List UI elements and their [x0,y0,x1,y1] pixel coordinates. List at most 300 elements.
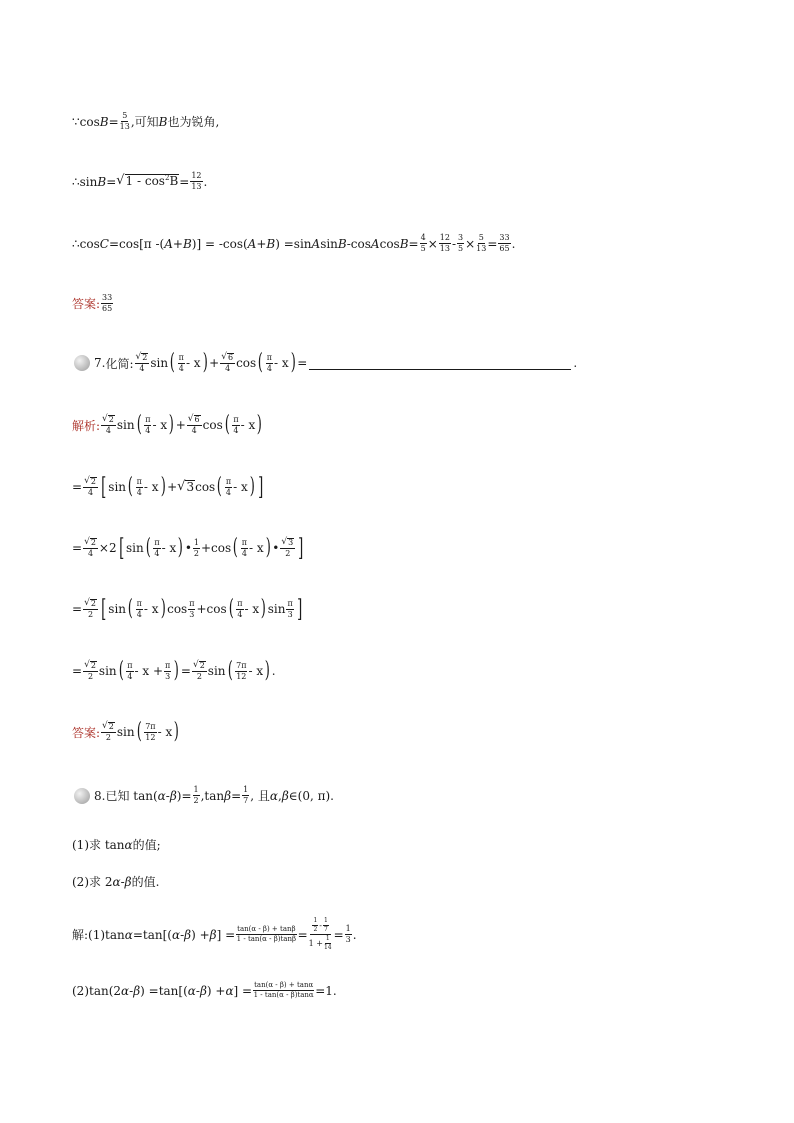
denominator: 4 [139,364,145,374]
text: sin [116,725,135,739]
paren: ) [290,350,296,375]
var: B [337,236,347,251]
numerator: 12 [439,233,450,242]
paren: ( [127,474,133,499]
question-7 [74,352,577,374]
solution-1 [72,918,357,951]
sqrt [102,415,115,425]
text: cos [206,602,227,616]
text: - [120,874,125,889]
bracket: ] [296,595,303,623]
text: (2)tan(2 [72,983,122,998]
fraction [190,172,202,191]
numerator [220,353,235,365]
text: - x [274,356,289,370]
numerator: 1 [325,935,330,942]
numerator: π [145,414,151,424]
fraction [235,662,247,681]
analysis-line-1 [72,414,264,436]
text: × [427,236,438,251]
paren: ) [260,596,267,621]
numerator [192,661,207,673]
paren: ( [136,719,142,744]
numerator: π [154,537,160,547]
paren: ) [160,596,166,621]
denominator [309,935,333,951]
numerator: π [287,598,293,608]
numerator [310,918,330,935]
numerator: π [136,598,142,608]
text: ) + [191,927,210,942]
denominator: 4 [105,426,112,436]
var: β [184,927,192,942]
text: - [129,983,134,998]
text: , 且 [250,789,270,803]
radicand: 6 [227,352,234,362]
denominator: 13 [439,244,450,253]
text: - [165,788,170,803]
numerator [101,722,116,734]
fraction [136,600,143,619]
var: β [209,927,217,942]
numerator: tan(α - β) + tanα [254,981,314,989]
fraction [135,353,150,374]
numerator: 1 [323,917,328,924]
text: (1)求 tan [72,838,125,852]
fraction [188,600,195,619]
fraction [101,294,113,313]
var: β [281,788,289,803]
text: cos [167,602,188,616]
line-cos-b [72,112,219,131]
fraction [193,539,200,558]
denominator: 4 [191,426,197,436]
fraction [324,936,332,951]
text: sin [108,480,127,494]
paren: ) [168,412,174,437]
denominator: 4 [178,363,184,373]
fraction [83,599,98,620]
text: = [180,664,191,678]
paren: ( [257,350,264,375]
numerator: 1 [193,785,199,794]
text: 的值; [132,838,161,852]
sqrt [221,353,234,363]
paren: ( [228,596,234,621]
fraction [236,926,296,943]
fraction [242,786,249,805]
text: - [319,920,322,930]
text: ∈(0, π). [288,788,334,803]
denominator: 2 [193,548,199,558]
fraction [498,234,510,253]
numerator: 1 [243,785,249,794]
exponent: 2 [164,174,170,183]
fraction [476,234,486,253]
text: = [408,236,419,251]
question-number: 8. [94,788,106,803]
denominator: 14 [323,944,332,951]
var: α [171,927,181,942]
denominator: 2 [285,549,291,559]
text: 已知 tan( [105,789,158,803]
radical-sign: √ [192,659,199,670]
step-4 [72,660,276,682]
radical-sign: √ [221,351,227,362]
text: • [272,541,280,555]
question-bullet-icon [74,788,90,804]
text: = [72,602,83,616]
paren: ) [265,535,271,560]
var: A [370,236,380,251]
var: B [266,236,276,251]
line-cos-c [72,234,515,253]
step-2 [72,536,306,560]
text: cos [202,418,223,432]
var: α [112,874,121,889]
text: + [200,541,212,555]
bracket: [ [118,534,124,562]
numerator: π [189,598,195,608]
text: cos [236,356,257,370]
paren: ( [169,350,175,375]
text: ,可知 [130,115,159,129]
paren: ) [249,474,255,499]
denominator: 7 [243,796,249,805]
text: + [172,236,183,251]
fraction [187,415,202,436]
fraction [236,600,243,619]
denominator: 7 [323,926,328,933]
paren: ) [264,658,270,683]
text: sin [108,602,127,616]
denominator: 2 [87,610,94,620]
fraction [232,416,239,435]
text: ,tan [200,788,225,803]
numerator: 33 [102,293,113,302]
text: . [352,927,357,942]
text: = [108,114,119,129]
text: = [72,664,83,678]
text: ] = [216,927,236,942]
solution-2 [72,982,337,999]
text: =1. [315,983,337,998]
var: β [133,983,141,998]
radicand: 2 [199,660,205,670]
text: - x [248,664,264,678]
numerator: tan(α - β) + tanβ [237,925,296,933]
text: )] = -cos( [191,236,248,251]
fraction [457,234,464,253]
radical-sign: √ [135,351,142,362]
answer-2 [72,721,181,743]
denominator: 12 [145,732,156,742]
denominator: 4 [145,425,151,435]
text: - [180,927,185,942]
text: sin [207,664,226,678]
denominator: 13 [476,244,487,253]
paren: ) [173,719,180,744]
paren: ( [127,596,133,621]
text: 1 + [308,938,323,948]
fraction [266,354,273,373]
step-3 [72,597,304,621]
sqrt [84,661,97,671]
question-bullet-icon [74,355,90,371]
text: ×2 [98,541,117,555]
text: sin [320,236,338,251]
fraction [164,662,171,681]
text: cos [195,480,216,494]
denominator: 3 [287,609,293,619]
text: 解:(1)tan [72,928,125,942]
radicand [125,174,180,188]
text: ) =tan[( [140,983,188,998]
denominator: 2 [193,796,199,805]
denominator: 4 [136,609,142,619]
text: + [256,236,267,251]
paren: ) [160,474,166,499]
part-2 [72,873,159,890]
denominator: 4 [136,487,142,497]
text: - [195,983,200,998]
fraction [83,661,98,682]
numerator: π [237,598,243,608]
question-number: 7. [94,356,106,370]
var: α [187,983,196,998]
denominator: 65 [102,304,113,313]
fraction [312,918,318,933]
fraction [241,539,248,558]
text: ) =sin [275,236,312,251]
radical-sign: √ [177,478,186,494]
fraction [420,234,427,253]
text: × [465,236,476,251]
text: . [271,664,276,678]
numerator: 33 [499,233,510,242]
text: - x [185,356,201,370]
fraction [120,112,130,131]
text: sin [150,356,169,370]
radical-sign: √ [281,536,288,547]
numerator [83,661,98,673]
var: C [99,236,109,251]
paren: ( [227,658,233,683]
text: - x [157,725,173,739]
denominator: 2 [196,672,202,682]
fraction [309,918,333,951]
fraction [153,539,160,558]
fraction [136,478,143,497]
text: cos [211,541,232,555]
paren: ) [177,535,184,560]
var: β [224,788,232,803]
radical-sign: √ [84,475,90,486]
denominator: 4 [241,548,247,558]
text: - x [244,602,260,616]
sqrt [177,480,195,494]
text: 的值. [131,875,160,889]
denominator: 4 [237,609,243,619]
radical-sign: √ [84,536,90,547]
fraction [178,354,185,373]
radicand: 2 [90,660,96,670]
denominator: 4 [225,364,231,374]
answer-1 [72,294,114,313]
denominator: 2 [87,672,94,682]
numerator: 1 [313,917,318,924]
fraction [323,918,329,933]
var: α [121,983,130,998]
fraction [225,478,232,497]
numerator: π [241,537,248,547]
text: ) [176,788,182,803]
line-sin-b [72,172,207,191]
numerator: 3 [458,233,464,242]
text: = [72,541,83,555]
text: - x [143,480,159,494]
text: + [175,418,186,432]
text: + [209,356,220,370]
fraction [193,786,200,805]
var: B [399,236,409,251]
paren: ( [216,474,223,499]
numerator: 5 [122,111,128,120]
radicand: 2 [108,721,114,731]
numerator: 7π [236,660,247,670]
radical-sign: √ [187,413,194,424]
var: A [311,236,321,251]
fraction [144,723,156,742]
step-1 [72,475,266,499]
text: ∵cos [72,114,100,129]
text: =cos[π -( [108,236,165,251]
sqrt [281,538,294,548]
var: α [269,788,278,803]
bracket: ] [298,534,304,562]
answer-blank[interactable] [309,368,571,370]
text: + [167,480,178,494]
radicand: 3 [186,479,195,494]
bracket: ] [258,473,264,501]
sqrt [84,538,97,548]
text: . [573,356,578,370]
denominator: 1 - tan(α - β)tanβ [236,935,297,943]
numerator: 12 [191,171,202,180]
denominator: 13 [191,182,202,191]
text: = [297,927,308,942]
fraction [101,415,116,436]
denominator: 4 [87,488,94,498]
denominator: 13 [119,122,130,131]
numerator [83,599,98,611]
denominator: 12 [236,671,247,681]
text: = [487,236,498,251]
numerator [83,477,98,489]
text: ∴sin [72,174,98,189]
numerator: π [225,476,232,486]
text: sin [267,602,286,616]
var: β [169,788,177,803]
text: - x + [134,664,164,678]
text: B [169,174,179,189]
numerator [280,538,295,550]
text: sin [125,541,144,555]
paren: ( [118,658,124,683]
radicand: 6 [194,414,200,424]
text: - x [233,480,248,494]
denominator: 5 [458,244,464,253]
fraction [253,982,314,999]
numerator: π [178,352,184,362]
text: =tan[( [132,927,172,942]
fraction [126,662,133,681]
radical-sign: √ [102,413,108,424]
text: • [184,541,192,555]
radical-sign: √ [84,597,90,608]
numerator: 4 [420,233,426,242]
numerator [187,415,202,427]
paren: ( [232,535,239,560]
numerator [135,353,150,365]
paren: ( [224,412,230,437]
radical-sign: √ [84,659,90,670]
sqrt [116,174,179,188]
var: B [182,236,192,251]
numerator: π [266,352,273,362]
text: (2)求 2 [72,875,113,889]
text: sin [116,418,135,432]
numerator: 1 [193,537,199,547]
var: α [157,788,166,803]
paren: ( [136,412,142,437]
numerator: π [233,414,239,424]
var: B [158,114,168,129]
var: β [124,874,132,889]
denominator: 3 [189,609,195,619]
sqrt [193,661,206,671]
paren: ( [145,535,151,560]
part-1 [72,836,161,853]
text: = [106,174,117,189]
var: A [247,236,257,251]
analysis-label: 解析: [72,418,101,433]
sqrt [136,353,149,363]
var: A [164,236,173,251]
radical-sign: √ [116,173,125,189]
var: B [97,174,107,189]
denominator: 2 [313,926,318,933]
text: . [511,236,516,251]
bracket: [ [101,473,107,501]
text: . [203,174,208,189]
paren: ) [256,412,263,437]
denominator: 4 [266,363,272,373]
radicand: 3 [288,537,294,547]
fraction [101,722,116,743]
denominator: 4 [87,549,94,559]
denominator: 65 [499,244,510,253]
numerator: 5 [478,233,484,242]
denominator: 2 [105,733,112,743]
var: α [225,983,234,998]
var: α [124,927,133,942]
radicand: 2 [108,414,114,424]
question-8 [74,786,334,805]
text: = [72,480,83,494]
fraction [280,538,295,559]
numerator: π [136,476,142,486]
